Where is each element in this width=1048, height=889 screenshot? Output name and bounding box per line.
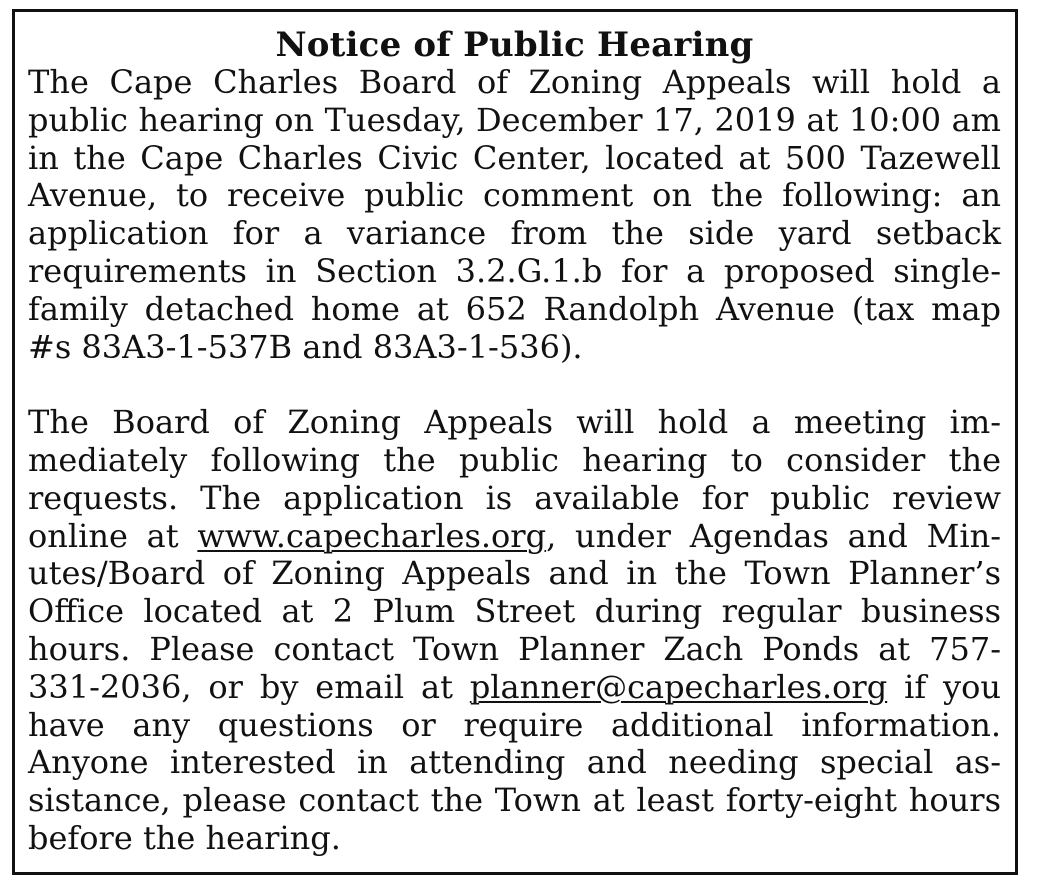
website-link[interactable]: www.capecharles.org — [197, 516, 547, 555]
public-hearing-notice — [12, 9, 1018, 875]
notice-title: Notice of Public Hearing — [275, 25, 754, 65]
email-link[interactable]: planner@capecharles.org — [469, 667, 888, 706]
notice-paragraph-hearing: The Cape Charles Board of Zoning Appeals will hold a public hearing on Tuesday, December 17, 2019 at 10:00 am in the Cape Charles Civic Center, located at 500 Tazewell Avenue, to receive public comment on the following: an application for a variance from the side yard setback requirements in Section 3.2.G.1.b for a proposed single-family detached home at 652 Randolph Avenue (tax map #s 83A3-1-537B and 83A3-1-536). — [28, 63, 1001, 366]
notice-paragraph-meeting — [28, 404, 1001, 858]
meeting-text-part3: if you have any questions or require additional information. Anyone interested in attending and needing special assistance, please contact the Town at least forty-eight hours before the hearing. — [28, 667, 1002, 857]
meeting-text-part2: , under Agendas and Minutes/Board of Zoning Appeals and in the Town Planner’s Office located at 2 Plum Street during regular business hours. Please contact Town Planner Zach Ponds at 757-331-2036, or by email at — [28, 516, 1002, 706]
meeting-text-part1: The Board of Zoning Appeals will hold a meeting immediately following the public hearing to consider the requests. The application is available for public review online at — [28, 403, 1001, 555]
